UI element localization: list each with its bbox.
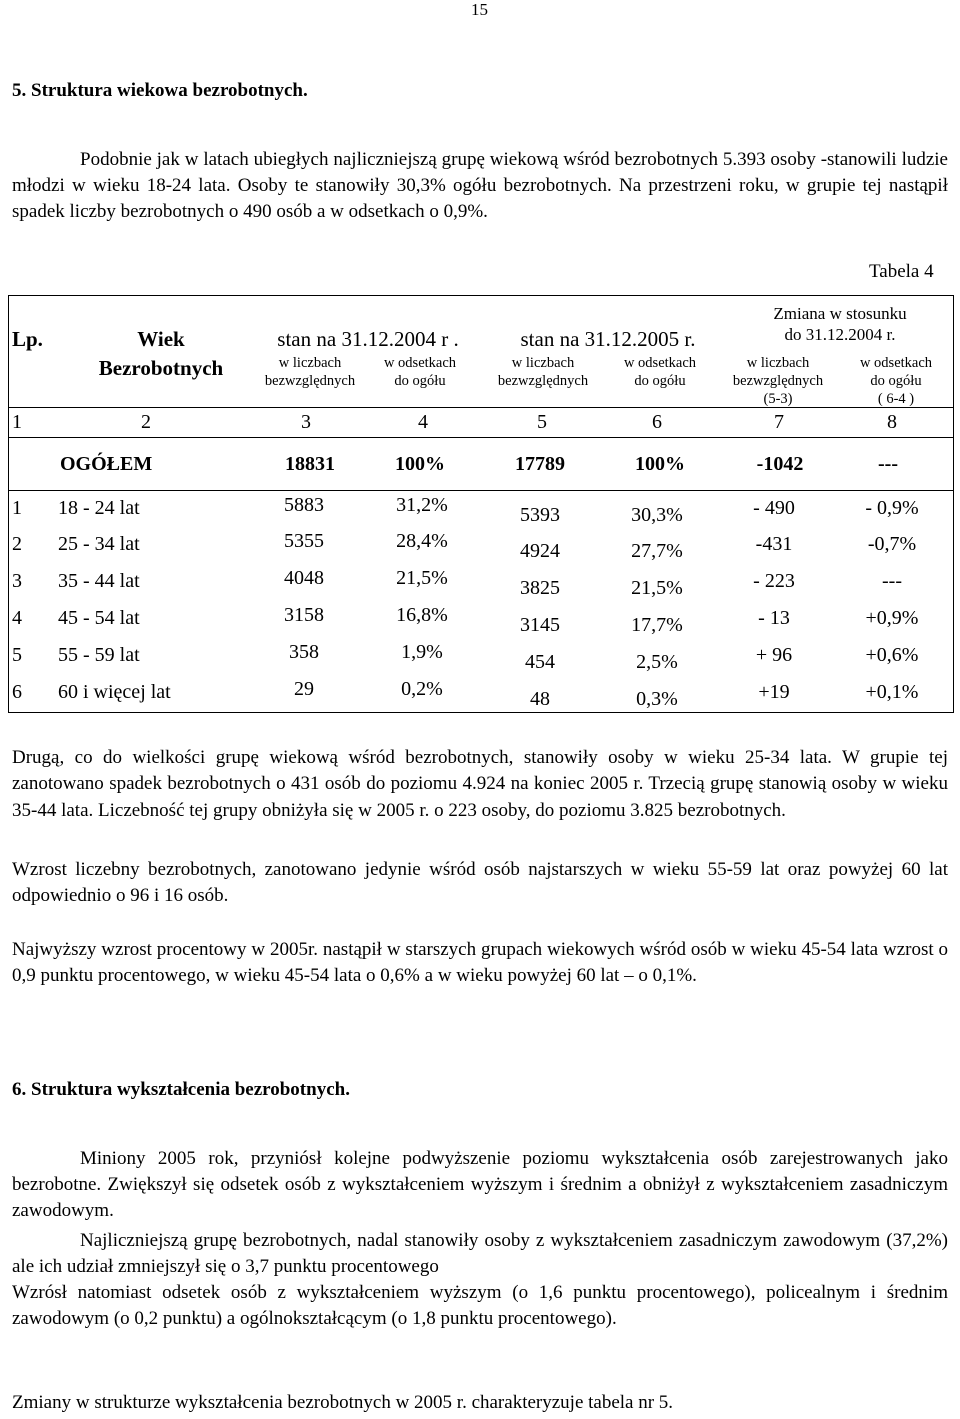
header-bezrobotnych: Bezrobotnych — [98, 356, 224, 380]
subheader-liczbach-2004 — [255, 354, 365, 390]
row-lp: 3 — [12, 570, 22, 592]
row-pct-2005: 0,3% — [636, 688, 678, 710]
row-abs-2004: 3158 — [284, 604, 324, 626]
colnum: 2 — [141, 411, 151, 433]
header-stan-2004-text: stan na 31.12.2004 r . — [277, 327, 459, 351]
row-pct-2005: 27,7% — [631, 540, 683, 562]
table-label: Tabela 4 — [869, 261, 934, 282]
after-table-paragraph-1: Drugą, co do wielkości grupę wiekową wśród bezrobotnych, stanowiły osoby w wieku 25-34 lata. W grupie tej zanotowano spadek bezrobotnych o 431 osób do poziomu 4.924 na koniec 2005 r. Trzecią grupę stanowią osoby w wieku 35-44 lata. Liczebność tej grupy obniżyła się w 2005 r. o 223 osoby, do poziomu 3.825 bezrobotnych. — [12, 747, 948, 821]
colnum: 3 — [301, 411, 311, 433]
header-wiek: Wiek — [137, 327, 185, 351]
row-lp: 5 — [12, 644, 22, 666]
row-age: 60 i więcej lat — [58, 681, 171, 703]
subheader-liczbach-2005 — [488, 354, 598, 390]
row-diff-pct: -0,7% — [867, 533, 917, 555]
row-pct-2004: 0,2% — [401, 678, 443, 700]
row-diff-abs: +19 — [758, 681, 790, 703]
row-age: 25 - 34 lat — [58, 533, 140, 555]
subheader-odsetkach-2005 — [610, 354, 710, 390]
section-6-paragraph-4: Zmiany w strukturze wykształcenia bezrobotnych w 2005 r. charakteryzuje tabela nr 5. — [12, 1392, 674, 1413]
row-abs-2005: 5393 — [520, 504, 560, 526]
row-pct-2004: 16,8% — [396, 604, 448, 626]
subheader-text: do ogółu — [634, 373, 686, 389]
section-6-paragraph-1 — [12, 1146, 948, 1225]
colnum: 7 — [774, 411, 784, 433]
total-diff-abs: -1042 — [756, 453, 804, 475]
subheader-text: ( 6-4 ) — [877, 391, 915, 407]
row-lp: 1 — [12, 497, 22, 519]
total-abs-2005: 17789 — [515, 453, 565, 475]
row-diff-pct: --- — [882, 570, 902, 592]
colnum: 8 — [887, 411, 897, 433]
total-pct-2004: 100% — [395, 453, 445, 475]
section-5-heading: 5. Struktura wiekowa bezrobotnych. — [12, 80, 308, 101]
subheader-text: bezwzględnych — [497, 373, 589, 389]
row-diff-abs: -431 — [755, 533, 793, 555]
colnum: 6 — [652, 411, 662, 433]
section-6-para-2-text: Najliczniejszą grupę bezrobotnych, nadal stanowiły osoby z wykształceniem zasadniczym zawodowym (37,2%) ale ich udział zmniejszył się o 3,7 punktu procentowego — [12, 1230, 948, 1278]
row-abs-2004: 29 — [294, 678, 314, 700]
section-6-para-1-text: Miniony 2005 rok, przyniósł kolejne podwyższenie poziomu wykształcenia osób zarejestrowanych jako bezrobotne. Zwiększył się odsetek osób z wykształceniem wyższym i średnim a obniżył z wykształceniem zasadniczym zawodowym. — [12, 1148, 948, 1222]
subheader-liczbach-zmiana — [723, 354, 833, 408]
header-zmiana-2: do 31.12.2004 r. — [784, 325, 896, 344]
row-abs-2004: 5355 — [284, 530, 324, 552]
after-table-paragraph-2: Wzrost liczebny bezrobotnych, zanotowano jedynie wśród osób najstarszych w wieku 55-59 lat oraz powyżej 60 lat odpowiednio o 96 i 16 osób. — [12, 859, 948, 907]
section-6-paragraph-3: Wzrósł natomiast odsetek osób z wykształceniem wyższym (o 1,6 punktu procentowego), policealnym i średnim zawodowym (o 0,2 punktu) a ogólnokształcącym (o 1,8 punktu procentowego). — [12, 1282, 948, 1330]
section-6-paragraph-2 — [12, 1228, 948, 1280]
row-diff-abs: + 96 — [755, 644, 793, 666]
row-diff-abs: - 13 — [758, 607, 790, 629]
row-pct-2004: 28,4% — [396, 530, 448, 552]
row-diff-abs: - 490 — [753, 497, 795, 519]
header-lp: Lp. — [12, 327, 43, 351]
subheader-text: w odsetkach — [623, 355, 697, 371]
table-rule — [8, 437, 954, 438]
section-5-para-text: Podobnie jak w latach ubiegłych najliczniejszą grupę wiekową wśród bezrobotnych 5.393 osoby -stanowili ludzie młodzi w wieku 18-24 lata. Osoby te stanowiły 30,3% ogółu bezrobotnych. Na przestrzeni roku, w grupie tej nastąpił spadek liczby bezrobotnych o 490 osób a w odsetkach o 0,9%. — [12, 149, 948, 223]
row-abs-2004: 4048 — [284, 567, 324, 589]
subheader-text: do ogółu — [870, 373, 922, 389]
row-abs-2004: 5883 — [284, 494, 324, 516]
row-abs-2005: 4924 — [520, 540, 560, 562]
subheader-text: w odsetkach — [383, 355, 457, 371]
subheader-text: bezwzględnych — [264, 373, 356, 389]
total-abs-2004: 18831 — [285, 453, 335, 475]
row-diff-pct: - 0,9% — [865, 497, 919, 519]
page-number: 15 — [471, 0, 488, 19]
subheader-text: (5-3) — [763, 391, 793, 407]
row-age: 18 - 24 lat — [58, 497, 140, 519]
total-label: OGÓŁEM — [60, 453, 153, 475]
subheader-odsetkach-zmiana — [846, 354, 946, 408]
colnum: 4 — [418, 411, 428, 433]
row-abs-2005: 48 — [530, 688, 550, 710]
row-lp: 4 — [12, 607, 22, 629]
row-abs-2005: 3145 — [520, 614, 560, 636]
section-5-paragraph — [12, 147, 948, 226]
row-lp: 2 — [12, 533, 22, 555]
row-diff-pct: +0,9% — [865, 607, 919, 629]
row-diff-pct: +0,1% — [865, 681, 919, 703]
section-6-heading: 6. Struktura wykształcenia bezrobotnych. — [12, 1079, 350, 1100]
header-stan-2005-text: stan na 31.12.2005 r. — [520, 327, 696, 351]
subheader-text: w liczbach — [511, 355, 575, 371]
row-diff-abs: - 223 — [753, 570, 795, 592]
row-pct-2004: 1,9% — [401, 641, 443, 663]
header-zmiana-1: Zmiana w stosunku — [773, 304, 907, 323]
subheader-text: do ogółu — [394, 373, 446, 389]
total-diff-pct: --- — [878, 453, 898, 475]
row-pct-2004: 21,5% — [396, 567, 448, 589]
row-abs-2005: 454 — [525, 651, 555, 673]
row-age: 35 - 44 lat — [58, 570, 140, 592]
after-table-paragraph-3: Najwyższy wzrost procentowy w 2005r. nastąpił w starszych grupach wiekowych wśród osób w wieku 45-54 lata wzrost o 0,9 punktu procentowego, w wieku 45-54 lata o 0,6% a w wieku powyżej 60 lat – o 0,1%. — [12, 939, 948, 987]
row-pct-2004: 31,2% — [396, 494, 448, 516]
row-age: 45 - 54 lat — [58, 607, 140, 629]
total-pct-2005: 100% — [635, 453, 685, 475]
subheader-text: bezwzględnych — [732, 373, 824, 389]
subheader-odsetkach-2004 — [370, 354, 470, 390]
row-abs-2005: 3825 — [520, 577, 560, 599]
colnum: 1 — [12, 411, 22, 433]
row-pct-2005: 21,5% — [631, 577, 683, 599]
row-lp: 6 — [12, 681, 22, 703]
colnum: 5 — [537, 411, 547, 433]
subheader-text: w odsetkach — [859, 355, 933, 371]
header-stan-2005 — [500, 327, 716, 352]
header-stan-2004 — [262, 327, 474, 352]
row-pct-2005: 2,5% — [636, 651, 678, 673]
row-pct-2005: 17,7% — [631, 614, 683, 636]
row-diff-pct: +0,6% — [865, 644, 919, 666]
table-rule — [8, 490, 954, 491]
subheader-text: w liczbach — [278, 355, 342, 371]
subheader-text: w liczbach — [746, 355, 810, 371]
row-age: 55 - 59 lat — [58, 644, 140, 666]
row-pct-2005: 30,3% — [631, 504, 683, 526]
row-abs-2004: 358 — [289, 641, 319, 663]
